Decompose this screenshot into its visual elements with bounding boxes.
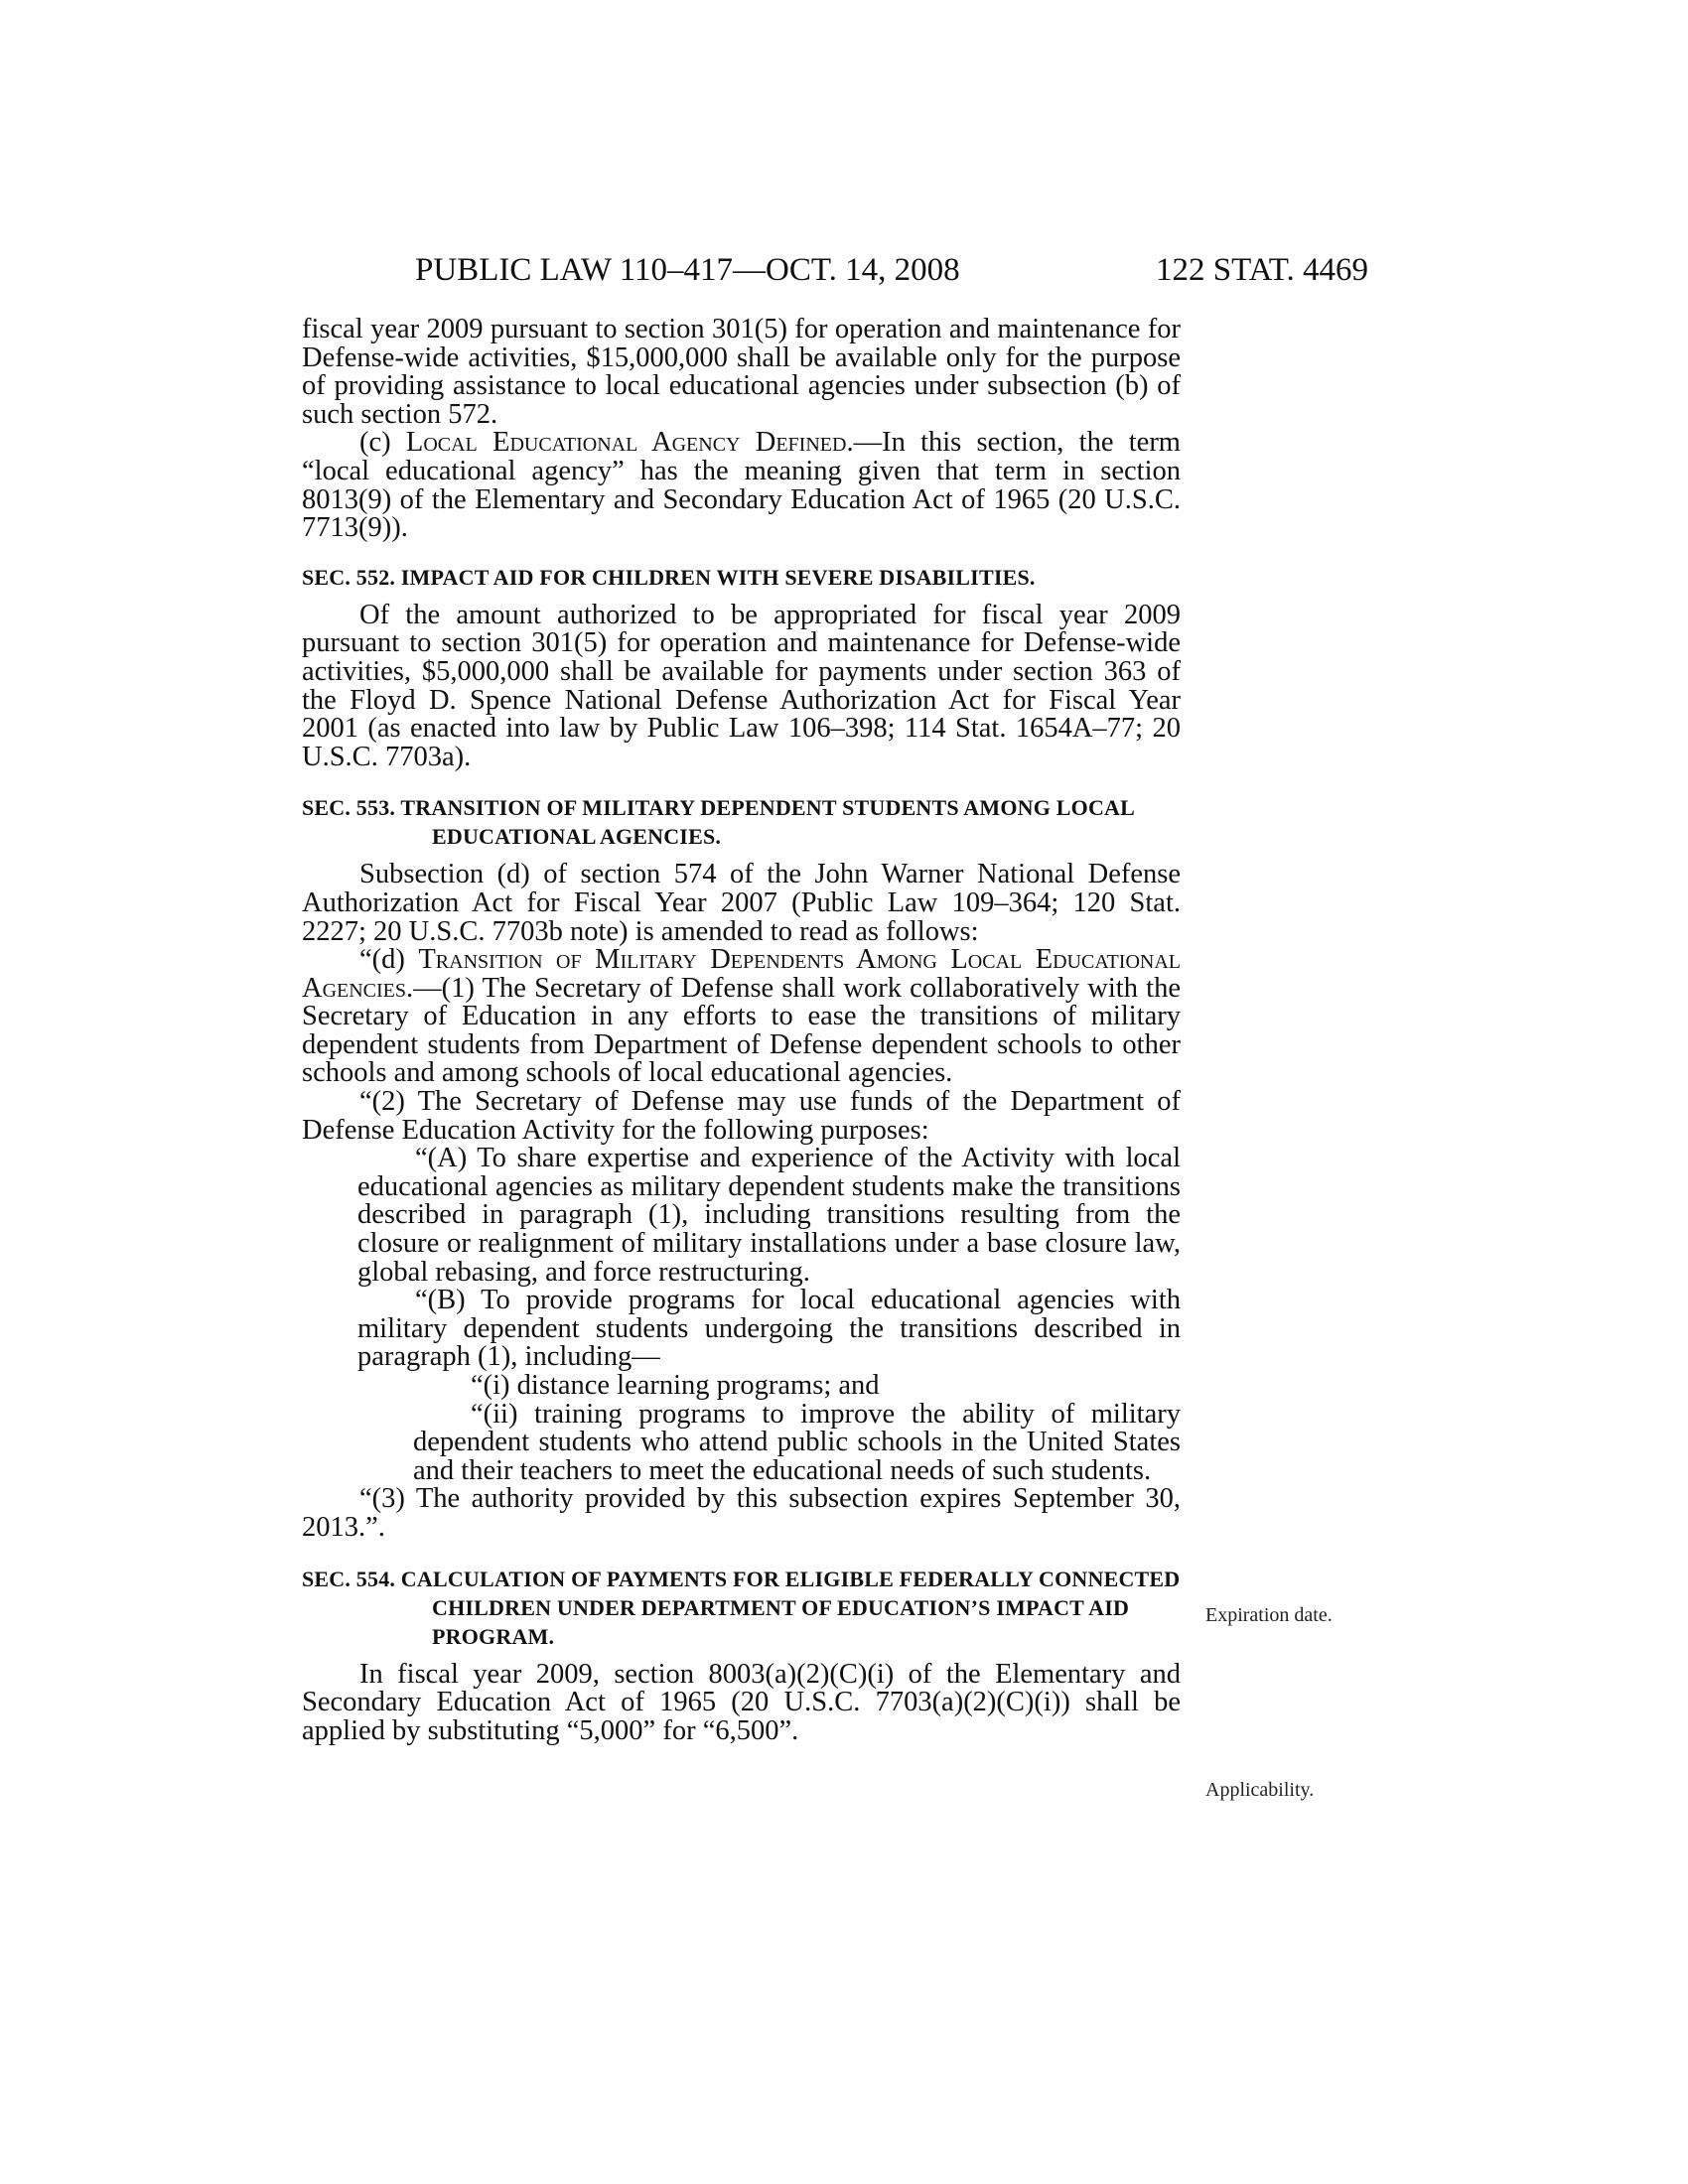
page-stat-number: 122 STAT. 4469 <box>1155 252 1368 288</box>
subparagraph-A: “(A) To share expertise and experience of the Activity with local educational agencies as military dependent students make the transitions described in paragraph (1), including transitions resulting from the closure or realignment of military installations under a base closure law, global rebasing, and force restructuring. <box>357 1143 1181 1288</box>
subsection-label: “(d) <box>359 944 419 976</box>
page-header <box>0 250 1688 290</box>
section-554-text: In fiscal year 2009, section 8003(a)(2)(C)(i) of the Elementary and Secondary Education Act of 1965 (20 U.S.C. 7703(a)(2)(C)(i)) shall be applied by substituting “5,000” for “6,500”. <box>302 1658 1181 1746</box>
paragraph-2: “(2) The Secretary of Defense may use funds of the Department of Defense Education Activity for the following purposes: <box>302 1086 1181 1146</box>
section-552-text: Of the amount authorized to be appropriated for fiscal year 2009 pursuant to section 301(5) for operation and maintenance for Defense-wide activities, $5,000,000 shall be available for payments under section 363 of the Floyd D. Spence National Defense Authorization Act for Fiscal Year 2001 (as enacted into law by Public Law 106–398; 114 Stat. 1654A–77; 20 U.S.C. 7703a). <box>302 599 1181 772</box>
paragraph-continuation: fiscal year 2009 pursuant to section 301(5) for operation and maintenance for Defense-wide activities, $15,000,000 shall be available only for the purpose of providing assistance to local educational agencies under subsection (b) of such section 572. <box>302 314 1181 430</box>
subsection-text: —(1) The Secretary of Defense shall work collaboratively with the Secretary of Education in any efforts to ease the transitions of military dependent students from Department of Defense dependent schools to other schools and among schools of local educational agencies. <box>302 972 1181 1089</box>
margin-note-applicability: Applicability. <box>1205 1779 1315 1801</box>
subparagraph-B: “(B) To provide programs for local educational agencies with military dependent students undergoing the transitions described in paragraph (1), including— <box>357 1285 1181 1373</box>
clause-i: “(i) distance learning programs; and <box>471 1370 880 1401</box>
section-553-subsection-d <box>302 946 1181 1088</box>
section-553-intro: Subsection (d) of section 574 of the John Warner National Defense Authorization Act for Fiscal Year 2007 (Public Law 109–364; 120 Stat. 2227; 20 U.S.C. 7703b note) is amended to read as follows: <box>302 859 1181 947</box>
section-553-heading: SEC. 553. TRANSITION OF MILITARY DEPENDENT STUDENTS AMONG LOCAL EDUCATIONAL AGENCIES. <box>302 795 1134 850</box>
margin-note-expiration: Expiration date. <box>1205 1604 1333 1626</box>
subsection-label: (c) <box>359 427 406 459</box>
paragraph-3: “(3) The authority provided by this subsection expires September 30, 2013.”. <box>302 1483 1181 1543</box>
paragraph-subsection-c <box>302 429 1181 542</box>
body-text <box>302 316 1181 1745</box>
subsection-text: —In this section, the term “local educational agency” has the meaning given that term in section 8013(9) of the Elementary and Secondary Education Act of 1965 (20 U.S.C. 7713(9)). <box>302 427 1181 544</box>
section-552-heading: SEC. 552. IMPACT AID FOR CHILDREN WITH SEVERE DISABILITIES. <box>302 564 1036 590</box>
clause-ii: “(ii) training programs to improve the ability of military dependent students who attend public schools in the United States and their teachers to meet the educational needs of such students. <box>413 1398 1181 1486</box>
section-554-heading: SEC. 554. CALCULATION OF PAYMENTS FOR ELIGIBLE FEDERALLY CONNECTED CHILDREN UNDER DEPARTMENT OF EDUCATION’S IMPACT AID PROGRAM. <box>302 1566 1181 1649</box>
subsection-heading: Transition of Military Dependents Among Local Educational Agencies. <box>302 944 1181 1004</box>
running-head-title: PUBLIC LAW 110–417—OCT. 14, 2008 <box>415 252 960 288</box>
subsection-heading: Local Educational Agency Defined. <box>405 427 854 459</box>
